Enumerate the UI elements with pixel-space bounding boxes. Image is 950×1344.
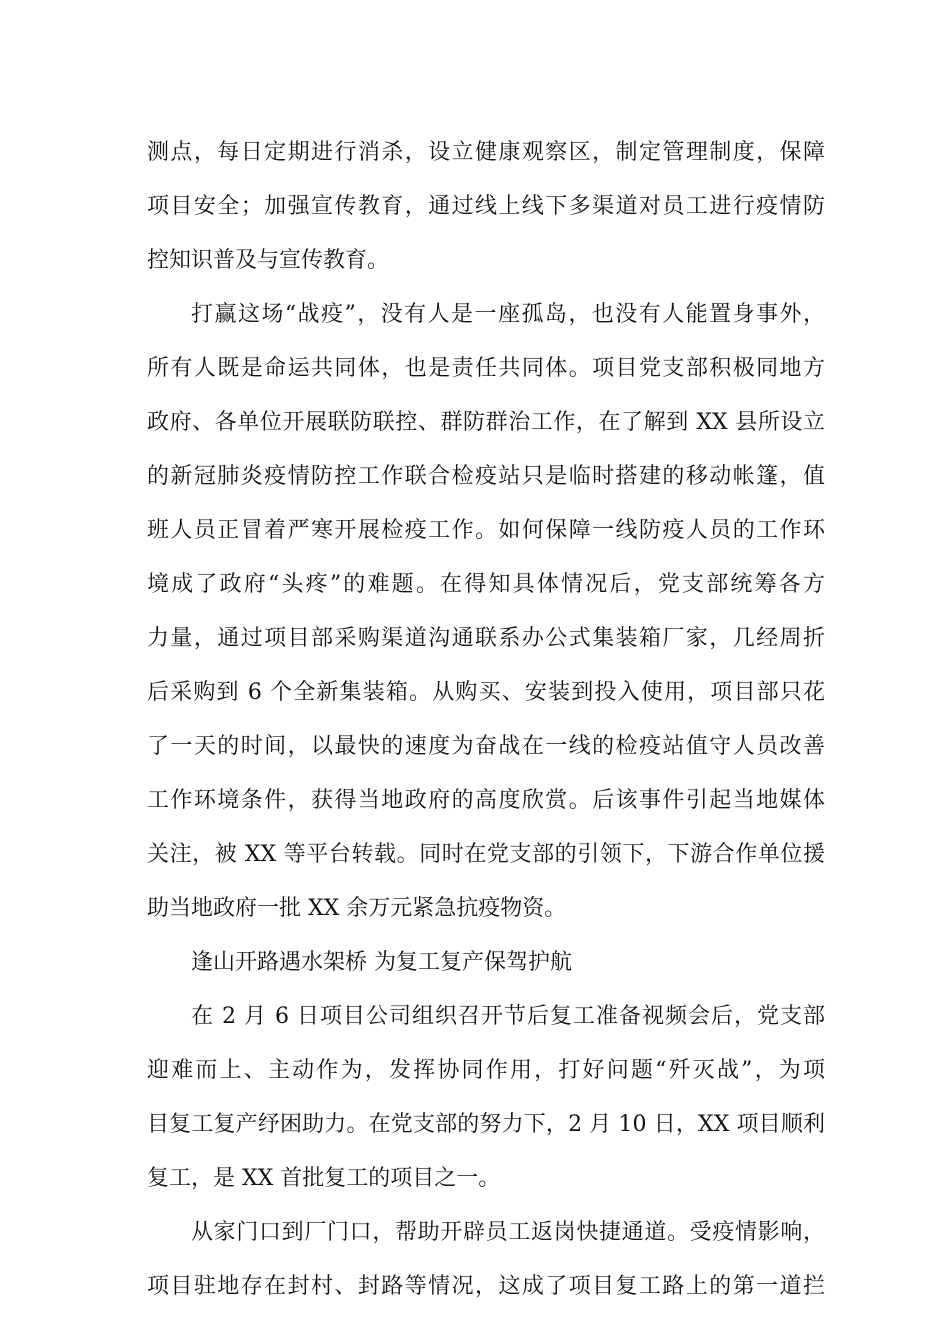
paragraph-2-line-5: 班人员正冒着严寒开展检疫工作。如何保障一线防疫人员的工作环	[147, 518, 825, 543]
paragraph-2-line-1: 打赢这场“战疫”，没有人是一座孤岛，也没有人能置身事外，	[191, 302, 825, 327]
paragraph-2-line-6: 境成了政府“头疼”的难题。在得知具体情况后，党支部统筹各方	[147, 572, 825, 597]
paragraph-2-line-2: 所有人既是命运共同体，也是责任共同体。项目党支部积极同地方	[147, 356, 825, 381]
section-heading: 逢山开路遇水架桥 为复工复产保驾护航	[191, 950, 572, 975]
paragraph-3-line-4: 复工，是 XX 首批复工的项目之一。	[147, 1166, 501, 1191]
paragraph-2-line-8: 后采购到 6 个全新集装箱。从购买、安装到投入使用，项目部只花	[147, 680, 825, 705]
paragraph-2-line-10: 工作环境条件，获得当地政府的高度欣赏。后该事件引起当地媒体	[147, 788, 825, 813]
paragraph-2-line-7: 力量，通过项目部采购渠道沟通联系办公式集装箱厂家，几经周折	[147, 626, 825, 651]
paragraph-2-line-4: 的新冠肺炎疫情防控工作联合检疫站只是临时搭建的移动帐篷，值	[147, 464, 825, 489]
paragraph-1-line-1: 测点，每日定期进行消杀，设立健康观察区，制定管理制度，保障	[147, 140, 825, 165]
paragraph-2-line-9: 了一天的时间，以最快的速度为奋战在一线的检疫站值守人员改善	[147, 734, 825, 759]
paragraph-3-line-1: 在 2 月 6 日项目公司组织召开节后复工准备视频会后，党支部	[191, 1004, 825, 1029]
paragraph-4-line-2: 项目驻地存在封村、封路等情况，这成了项目复工路上的第一道拦	[147, 1274, 825, 1299]
paragraph-3-line-2: 迎难而上、主动作为，发挥协同作用，打好问题“歼灭战”，为项	[147, 1058, 825, 1083]
paragraph-2-line-3: 政府、各单位开展联防联控、群防群治工作，在了解到 XX 县所设立	[147, 410, 825, 435]
paragraph-1-line-2: 项目安全；加强宣传教育，通过线上线下多渠道对员工进行疫情防	[147, 194, 825, 219]
paragraph-1-line-3: 控知识普及与宣传教育。	[147, 248, 390, 273]
paragraph-3-line-3: 目复工复产纾困助力。在党支部的努力下，2 月 10 日，XX 项目顺利	[147, 1112, 825, 1137]
paragraph-2-line-11: 关注，被 XX 等平台转载。同时在党支部的引领下，下游合作单位援	[147, 842, 825, 867]
document-body	[147, 126, 825, 1314]
paragraph-2-line-12: 助当地政府一批 XX 余万元紧急抗疫物资。	[147, 896, 567, 921]
paragraph-4-line-1: 从家门口到厂门口，帮助开辟员工返岗快捷通道。受疫情影响，	[191, 1220, 825, 1245]
